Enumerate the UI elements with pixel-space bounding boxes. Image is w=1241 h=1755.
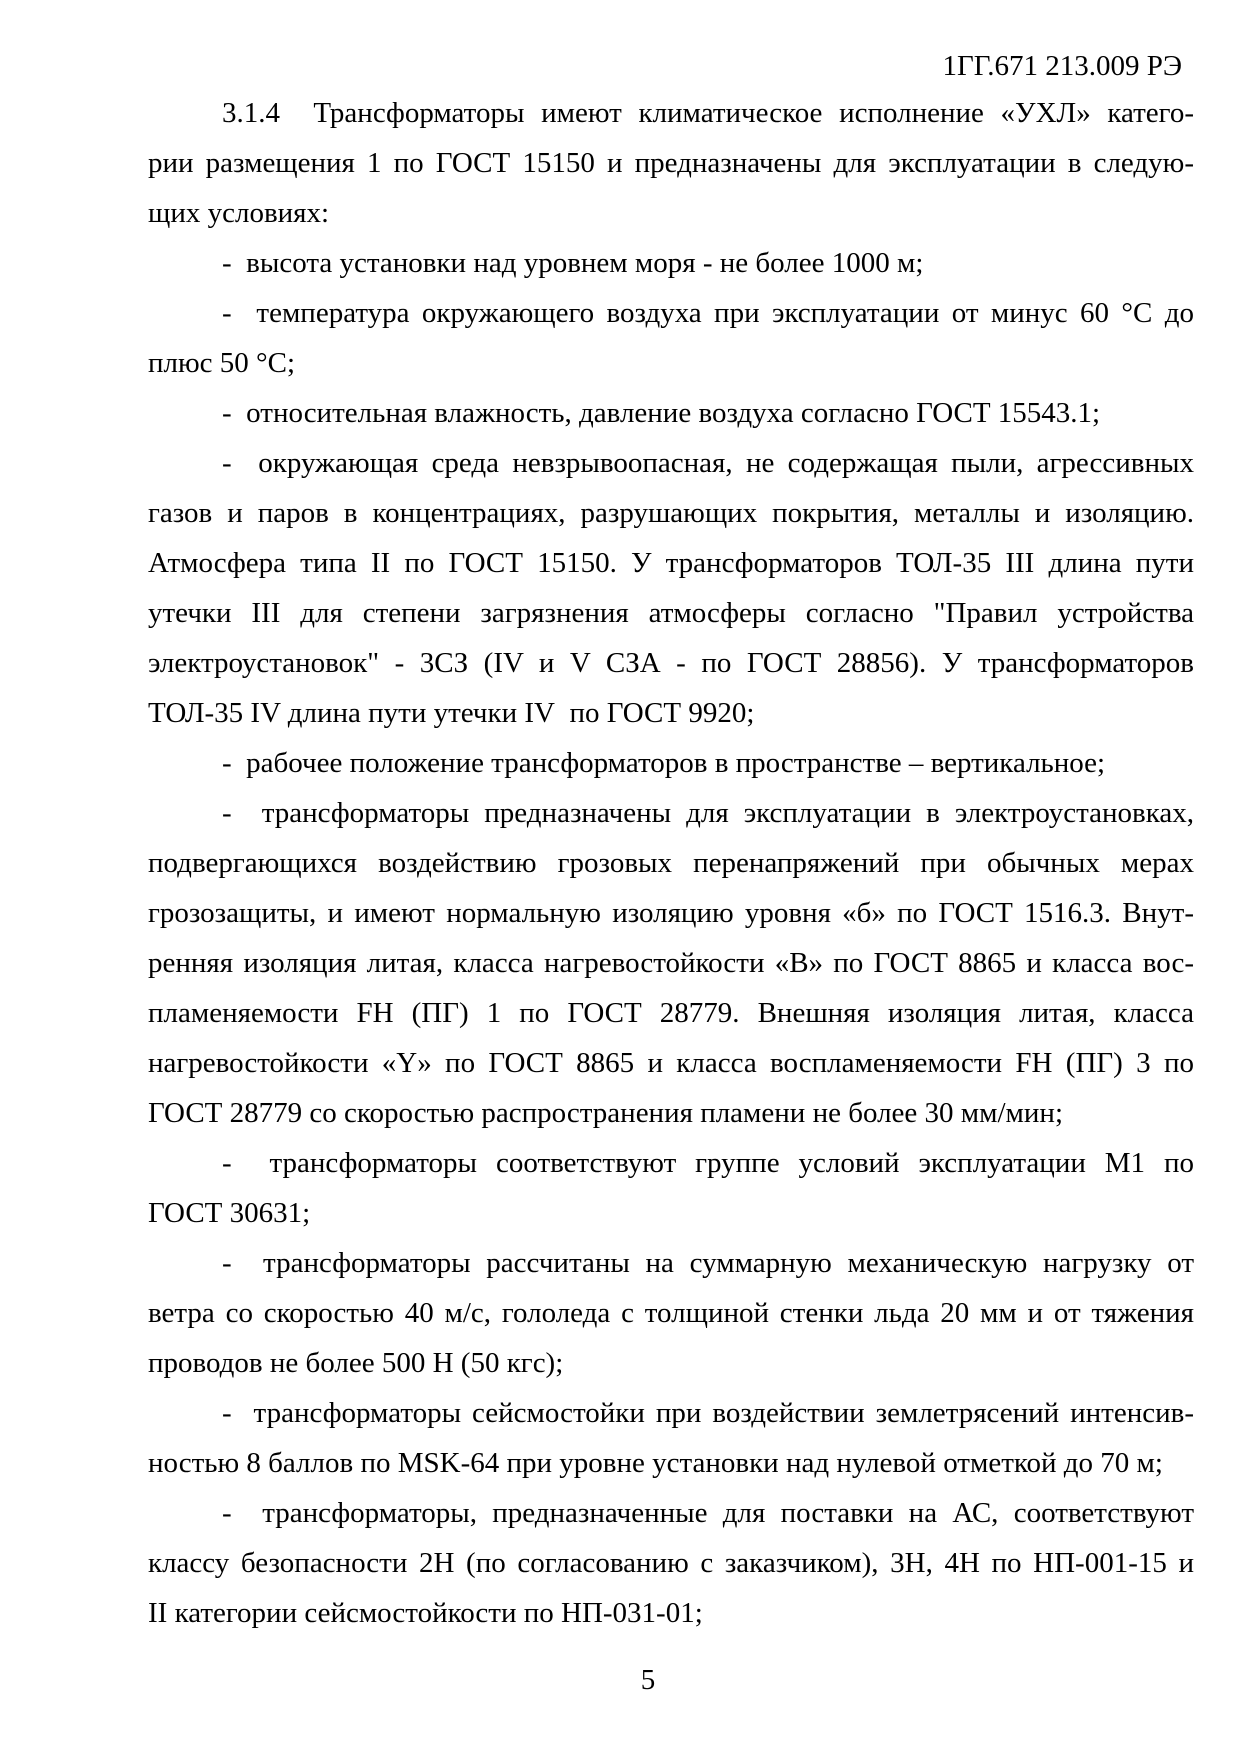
paragraph	[148, 738, 1194, 788]
text-line: - высота установки над уровнем моря - не более 1000 м;	[222, 247, 924, 279]
text-line: - рабочее положение трансформаторов в пространстве – вертикальное;	[222, 747, 1106, 779]
text-line: пламеняемости FH (ПГ) 1 по ГОСТ 28779. Внешняя изоляция литая, класса	[148, 997, 1194, 1029]
text-line: ностью 8 баллов по MSK-64 при уровне установки над нулевой отметкой до 70 м;	[148, 1447, 1163, 1479]
text-line: - трансформаторы рассчитаны на суммарную механическую нагрузку от	[222, 1247, 1194, 1279]
text-line: проводов не более 500 Н (50 кгс);	[148, 1347, 564, 1379]
text-line: ГОСТ 28779 со скоростью распространения пламени не более 30 мм/мин;	[148, 1097, 1064, 1129]
text-line: щих условиях:	[148, 197, 330, 229]
page-number: 5	[640, 1664, 656, 1696]
text-line: - трансформаторы соответствуют группе условий эксплуатации М1 по	[222, 1147, 1194, 1179]
text-line: - температура окружающего воздуха при эксплуатации от минус 60 °С до	[222, 297, 1194, 329]
paragraph	[148, 288, 1194, 388]
text-line: - трансформаторы предназначены для эксплуатации в электроустановках,	[222, 797, 1194, 829]
text-line: - относительная влажность, давление воздуха согласно ГОСТ 15543.1;	[222, 397, 1101, 429]
text-line: грозозащиты, и имеют нормальную изоляцию уровня «б» по ГОСТ 1516.3. Внут-	[148, 897, 1194, 929]
document-number: 1ГГ.671 213.009 РЭ	[942, 50, 1182, 82]
text-line: II категории сейсмостойкости по НП-031-01;	[148, 1597, 703, 1629]
text-line: рии размещения 1 по ГОСТ 15150 и предназначены для эксплуатации в следую-	[148, 147, 1194, 179]
paragraph	[148, 88, 1194, 238]
text-line: утечки III для степени загрязнения атмосферы согласно "Правил устройства	[148, 597, 1194, 629]
text-line: нагревостойкости «Y» по ГОСТ 8865 и класса воспламеняемости FH (ПГ) 3 по	[148, 1047, 1194, 1079]
paragraph	[148, 788, 1194, 1138]
text-line: газов и паров в концентрациях, разрушающих покрытия, металлы и изоляцию.	[148, 497, 1194, 529]
text-line: электроустановок" - 3СЗ (IV и V СЗА - по ГОСТ 28856). У трансформаторов	[148, 647, 1194, 679]
text-line: 3.1.4 Трансформаторы имеют климатическое исполнение «УХЛ» катего-	[222, 97, 1194, 129]
text-line: плюс 50 °С;	[148, 347, 296, 379]
paragraph	[148, 1138, 1194, 1238]
text-line: - трансформаторы сейсмостойки при воздействии землетрясений интенсив-	[222, 1397, 1194, 1429]
paragraph	[148, 238, 1194, 288]
text-line: подвергающихся воздействию грозовых перенапряжений при обычных мерах	[148, 847, 1194, 879]
document-body	[148, 88, 1194, 1638]
text-line: ветра со скоростью 40 м/с, гололеда с толщиной стенки льда 20 мм и от тяжения	[148, 1297, 1194, 1329]
paragraph	[148, 388, 1194, 438]
paragraph	[148, 1238, 1194, 1388]
text-line: ТОЛ-35 IV длина пути утечки IV по ГОСТ 9920;	[148, 697, 755, 729]
paragraph	[148, 1488, 1194, 1638]
text-line: ГОСТ 30631;	[148, 1197, 311, 1229]
text-line: классу безопасности 2Н (по согласованию с заказчиком), 3Н, 4Н по НП-001-15 и	[148, 1547, 1194, 1579]
paragraph	[148, 1388, 1194, 1488]
text-line: Атмосфера типа II по ГОСТ 15150. У трансформаторов ТОЛ-35 III длина пути	[148, 547, 1194, 579]
text-line: ренняя изоляция литая, класса нагревостойкости «В» по ГОСТ 8865 и класса вос-	[148, 947, 1194, 979]
text-line: - трансформаторы, предназначенные для поставки на АС, соответствуют	[222, 1497, 1194, 1529]
paragraph	[148, 438, 1194, 738]
text-line: - окружающая среда невзрывоопасная, не содержащая пыли, агрессивных	[222, 447, 1194, 479]
